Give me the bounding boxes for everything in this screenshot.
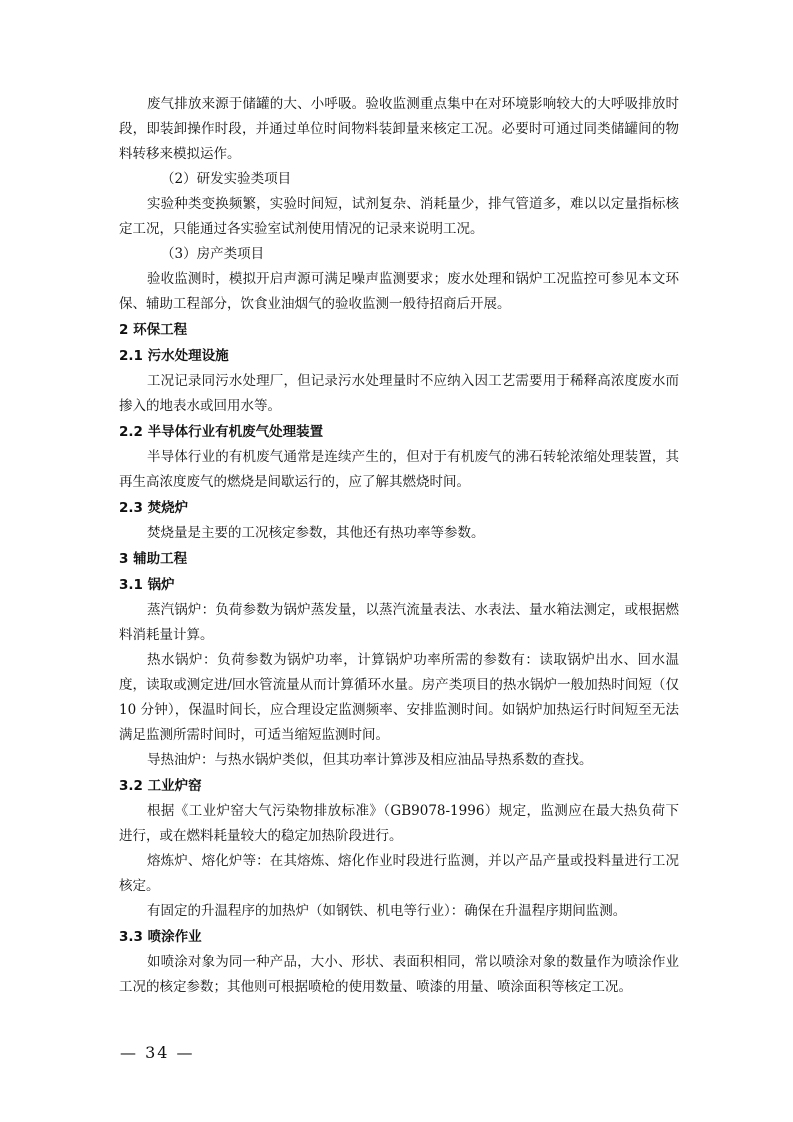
paragraph-2-1: 工况记录同污水处理厂，但记录污水处理量时不应纳入因工艺需要用于稀释高浓度废水而掺入的地表水或回用水等。	[119, 373, 679, 414]
paragraph-3-2-heating: 有固定的升温程序的加热炉（如钢铁、机电等行业）：确保在升温程序期间监测。	[147, 903, 627, 919]
page-number: — 34 —	[120, 1043, 195, 1062]
section-heading-environmental: 2 环保工程	[119, 322, 188, 338]
paragraph-real-estate: 验收监测时，模拟开启声源可满足噪声监测要求；废水处理和锅炉工况监控可参见本文环保、辅助工程部分，饮食业油烟气的验收监测一般待招商后开展。	[119, 271, 679, 312]
paragraph-2-3: 焚烧量是主要的工况核定参数，其他还有热功率等参数。	[147, 525, 485, 541]
heading-3-3: 3.3 喷涂作业	[119, 929, 202, 945]
paragraph-2-2: 半导体行业的有机废气通常是连续产生的，但对于有机废气的沸石转轮浓缩处理装置，其再生高浓度废气的燃烧是间歇运行的，应了解其燃烧时间。	[119, 449, 679, 490]
paragraph-3-1-thermal-oil: 导热油炉：与热水锅炉类似，但其功率计算涉及相应油品导热系数的查找。	[147, 752, 593, 768]
paragraph-3-2-standard: 根据《工业炉窑大气污染物排放标准》（GB9078-1996）规定，监测应在最大热负荷下进行，或在燃料耗量较大的稳定加热阶段进行。	[119, 803, 679, 844]
paragraph-storage-tank: 废气排放来源于储罐的大、小呼吸。验收监测重点集中在对环境影响较大的大呼吸排放时段，即装卸操作时段，并通过单位时间物料装卸量来核定工况。必要时可通过同类储罐间的物料转移来模拟运作。	[119, 96, 679, 162]
section-heading-auxiliary: 3 辅助工程	[119, 551, 188, 567]
heading-3-2: 3.2 工业炉窑	[119, 778, 202, 794]
subheading-real-estate: （3）房产类项目	[161, 246, 265, 262]
heading-2-3: 2.3 焚烧炉	[119, 500, 189, 516]
paragraph-3-1-steam: 蒸汽锅炉：负荷参数为锅炉蒸发量，以蒸汽流量表法、水表法、量水箱法测定，或根据燃料消耗量计算。	[119, 602, 679, 643]
document-body	[119, 92, 679, 1000]
paragraph-3-1-hot-water: 热水锅炉：负荷参数为锅炉功率，计算锅炉功率所需的参数有：读取锅炉出水、回水温度，读取或测定进/回水管流量从而计算循环水量。房产类项目的热水锅炉一般加热时间短（仅 10 分钟），保温时间长，应合理设定监测频率、安排监测时间。如锅炉加热运行时间短至无法满足监测所需时间时，可适当缩短监测时间。	[119, 652, 679, 743]
heading-3-1: 3.1 锅炉	[119, 577, 175, 593]
heading-2-2: 2.2 半导体行业有机废气处理装置	[119, 424, 324, 440]
paragraph-3-3: 如喷涂对象为同一种产品，大小、形状、表面积相同，常以喷涂对象的数量作为喷涂作业工况的核定参数；其他则可根据喷枪的使用数量、喷漆的用量、喷涂面积等核定工况。	[119, 954, 679, 995]
heading-2-1: 2.1 污水处理设施	[119, 348, 229, 364]
subheading-rd-projects: （2）研发实验类项目	[161, 171, 292, 187]
paragraph-3-2-smelting: 熔炼炉、熔化炉等：在其熔炼、熔化作业时段进行监测，并以产品产量或投料量进行工况核定。	[119, 853, 679, 894]
paragraph-rd-projects: 实验种类变换频繁，实验时间短，试剂复杂、消耗量少，排气管道多，难以以定量指标核定工况，只能通过各实验室试剂使用情况的记录来说明工况。	[119, 196, 679, 237]
